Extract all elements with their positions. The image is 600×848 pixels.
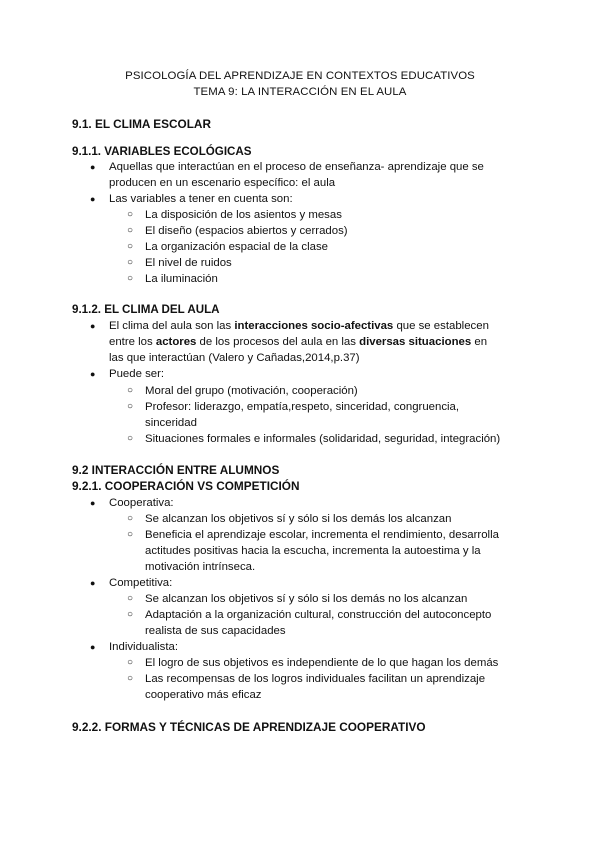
text-run: que se establecen <box>393 320 489 332</box>
circle-bullet-icon: ○ <box>127 673 134 684</box>
bullet-icon: ● <box>90 162 96 172</box>
bullet-icon: ● <box>90 194 96 204</box>
list-item: Las variables a tener en cuenta son: <box>109 193 293 205</box>
text-run: El clima del aula son las <box>109 320 235 332</box>
sub-list-item: La organización espacial de la clase <box>145 241 329 253</box>
section-9-2-2-heading: 9.2.2. FORMAS Y TÉCNICAS DE APRENDIZAJE COOPERATIVO <box>72 720 426 734</box>
list-item-continuation: producen en un escenario específico: el aula <box>109 177 336 189</box>
text-run: de los procesos del aula en las <box>196 336 360 348</box>
bullet-icon: ● <box>90 321 96 331</box>
circle-bullet-icon: ○ <box>127 529 134 540</box>
bullet-icon: ● <box>90 498 96 508</box>
topic-title: TEMA 9: LA INTERACCIÓN EN EL AULA <box>193 86 407 98</box>
circle-bullet-icon: ○ <box>127 513 134 524</box>
sub-list-item: Profesor: liderazgo, empatía,respeto, sinceridad, congruencia, <box>145 401 460 413</box>
circle-bullet-icon: ○ <box>127 225 134 236</box>
text-run: entre los <box>109 336 156 348</box>
course-title: PSICOLOGÍA DEL APRENDIZAJE EN CONTEXTOS EDUCATIVOS <box>125 70 475 82</box>
bold-term: actores <box>155 336 197 348</box>
section-9-2-heading: 9.2 INTERACCIÓN ENTRE ALUMNOS <box>72 463 280 477</box>
list-item: Puede ser: <box>109 368 165 380</box>
list-item: Cooperativa: <box>109 497 174 509</box>
circle-bullet-icon: ○ <box>127 401 134 412</box>
sub-list-item: El logro de sus objetivos es independiente de lo que hagan los demás <box>145 657 499 669</box>
sub-list-item: Beneficia el aprendizaje escolar, incrementa el rendimiento, desarrolla <box>145 529 499 541</box>
sub-list-item: El diseño (espacios abiertos y cerrados) <box>145 225 348 237</box>
sub-list-item: Las recompensas de los logros individuales facilitan un aprendizaje <box>145 673 486 685</box>
bold-term: diversas situaciones <box>359 336 472 348</box>
sub-list-item-continuation: realista de sus capacidades <box>145 625 286 637</box>
section-9-1-1-heading: 9.1.1. VARIABLES ECOLÓGICAS <box>72 145 252 158</box>
bullet-icon: ● <box>90 642 96 652</box>
section-9-2-1-heading: 9.2.1. COOPERACIÓN VS COMPETICIÓN <box>72 479 300 493</box>
circle-bullet-icon: ○ <box>127 273 134 284</box>
circle-bullet-icon: ○ <box>127 209 134 220</box>
list-item-continuation <box>109 334 529 350</box>
section-9-1-2-heading: 9.1.2. EL CLIMA DEL AULA <box>72 303 220 316</box>
bullet-icon: ● <box>90 369 96 379</box>
sub-list-item: Se alcanzan los objetivos sí y sólo si los demás no los alcanzan <box>145 593 468 605</box>
bold-term: interacciones socio-afectivas <box>234 320 394 332</box>
sub-list-item: Situaciones formales e informales (solidaridad, seguridad, integración) <box>145 433 501 445</box>
list-item: Competitiva: <box>109 577 173 589</box>
list-item: Individualista: <box>109 641 179 653</box>
list-item: Aquellas que interactúan en el proceso de enseñanza- aprendizaje que se <box>109 161 484 173</box>
sub-list-item: El nivel de ruidos <box>145 257 232 269</box>
circle-bullet-icon: ○ <box>127 609 134 620</box>
circle-bullet-icon: ○ <box>127 257 134 268</box>
circle-bullet-icon: ○ <box>127 241 134 252</box>
sub-list-item: La iluminación <box>145 273 218 285</box>
section-9-1-heading: 9.1. EL CLIMA ESCOLAR <box>72 117 211 131</box>
sub-list-item: La disposición de los asientos y mesas <box>145 209 342 221</box>
sub-list-item: Adaptación a la organización cultural, construcción del autoconcepto <box>145 609 492 621</box>
circle-bullet-icon: ○ <box>127 593 134 604</box>
text-run: en <box>471 336 488 348</box>
bullet-icon: ● <box>90 578 96 588</box>
sub-list-item-continuation: actitudes positivas hacia la escucha, incrementa la autoestima y la <box>145 545 481 557</box>
circle-bullet-icon: ○ <box>127 385 134 396</box>
sub-list-item-continuation: sinceridad <box>145 417 197 429</box>
circle-bullet-icon: ○ <box>127 657 134 668</box>
circle-bullet-icon: ○ <box>127 433 134 444</box>
list-item-continuation: las que interactúan (Valero y Cañadas,2014,p.37) <box>109 352 360 364</box>
sub-list-item-continuation: cooperativo más eficaz <box>145 689 262 701</box>
sub-list-item-continuation: motivación intrínseca. <box>145 561 256 573</box>
list-item <box>109 318 529 334</box>
sub-list-item: Se alcanzan los objetivos sí y sólo si los demás los alcanzan <box>145 513 452 525</box>
sub-list-item: Moral del grupo (motivación, cooperación) <box>145 385 358 397</box>
